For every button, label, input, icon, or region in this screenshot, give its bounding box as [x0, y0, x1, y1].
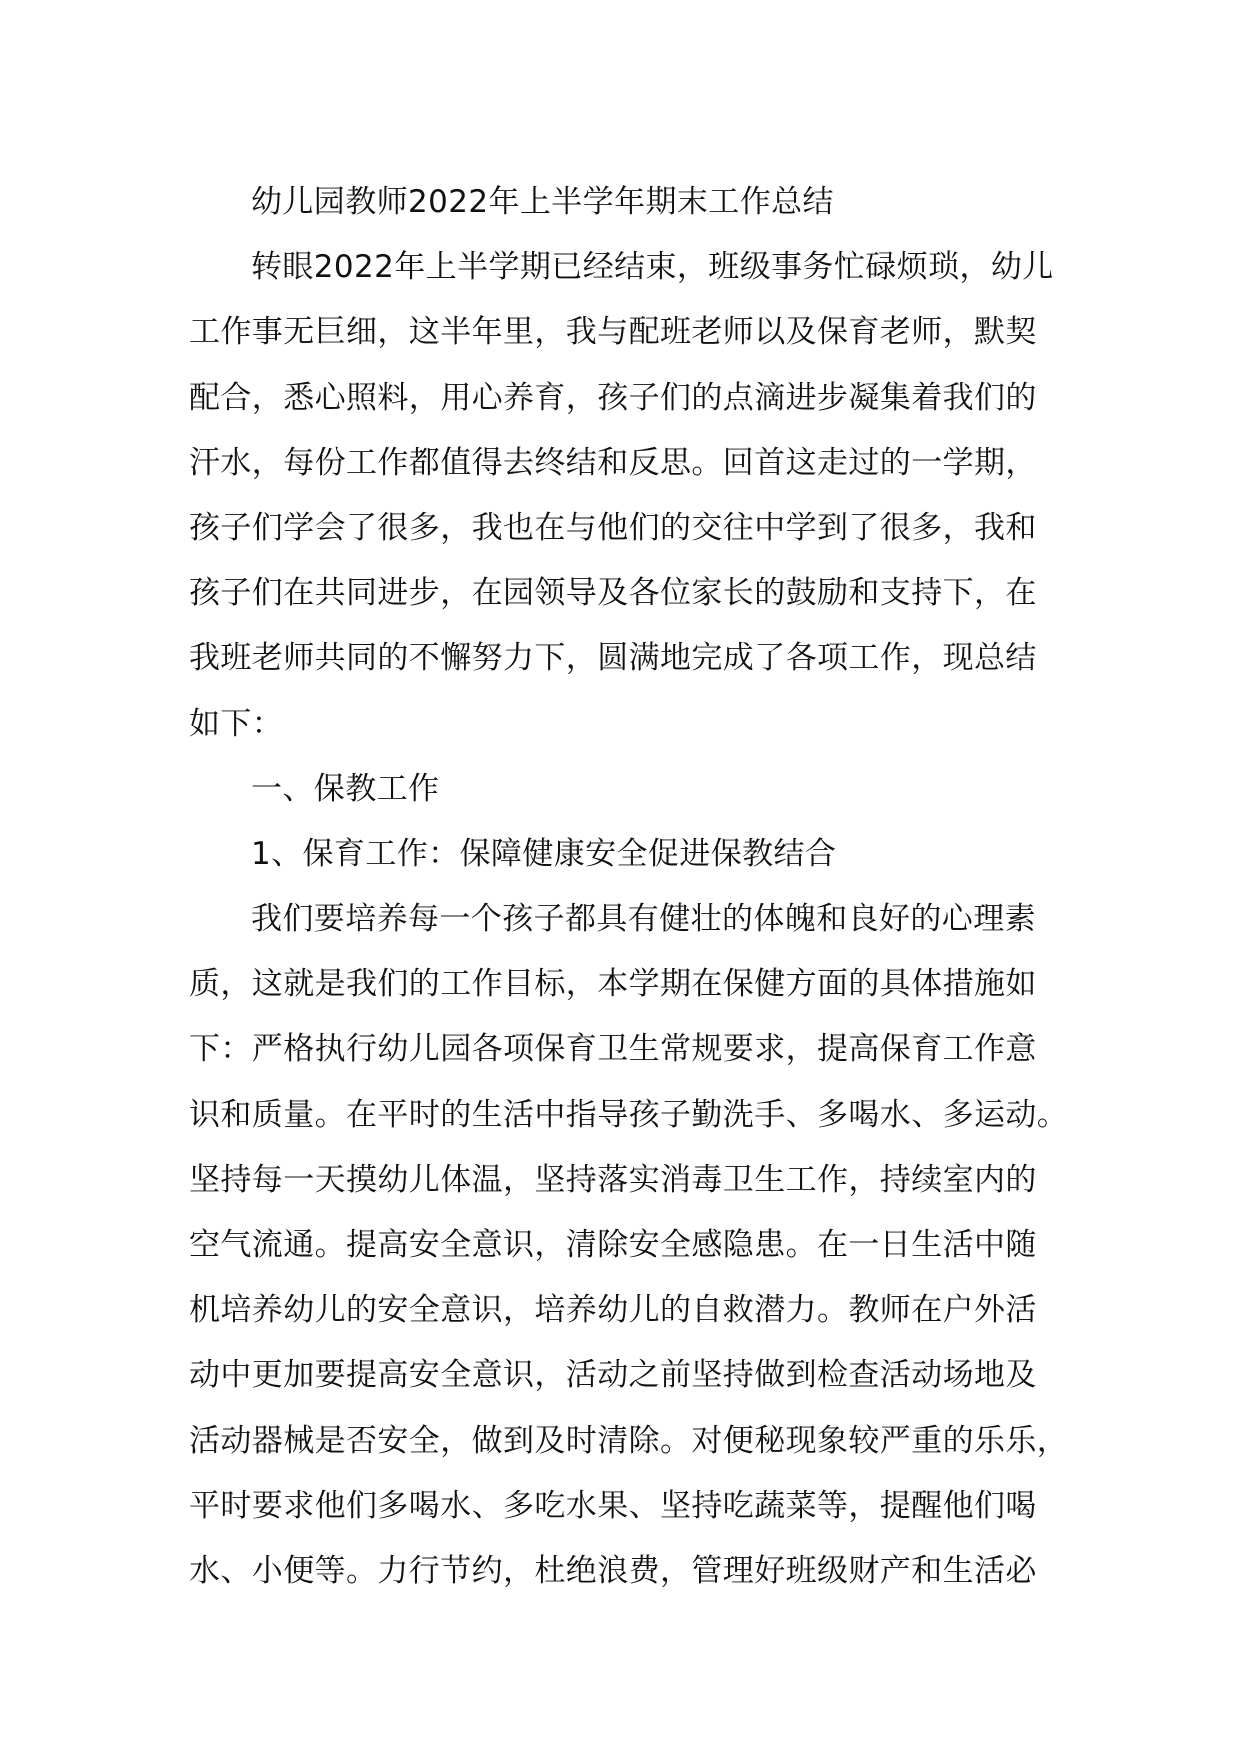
paragraph-line: 坚持每一天摸幼儿体温，坚持落实消毒卫生工作，持续室内的 — [189, 1161, 1037, 1198]
paragraph-line: 质，这就是我们的工作目标，本学期在保健方面的具体措施如 — [189, 966, 1037, 1003]
paragraph-line: 如下： — [189, 705, 284, 742]
paragraph-line: 我们要培养每一个孩子都具有健壮的体魄和良好的心理素 — [251, 901, 1036, 938]
paragraph-line: 转眼2022年上半学期已经结束，班级事务忙碌烦琐，幼儿 — [251, 249, 1054, 286]
paragraph-line: 识和质量。在平时的生活中指导孩子勤洗手、多喝水、多运动。 — [189, 1096, 1069, 1133]
section-heading: 一、保教工作 — [251, 770, 440, 807]
subsection-heading: 1、保育工作：保障健康安全促进保教结合 — [251, 835, 837, 872]
paragraph-line: 孩子们学会了很多，我也在与他们的交往中学到了很多，我和 — [189, 509, 1037, 546]
paragraph-line: 平时要求他们多喝水、多吃水果、坚持吃蔬菜等，提醒他们喝 — [189, 1487, 1037, 1524]
paragraph-line: 空气流通。提高安全意识，清除安全感隐患。在一日生活中随 — [189, 1227, 1037, 1263]
paragraph-line: 水、小便等。力行节约，杜绝浪费，管理好班级财产和生活必 — [189, 1552, 1037, 1589]
paragraph-line: 配合，悉心照料，用心养育，孩子们的点滴进步凝集着我们的 — [189, 379, 1037, 416]
document-body — [189, 170, 1069, 1604]
paragraph-line: 活动器械是否安全，做到及时清除。对便秘现象较严重的乐乐， — [189, 1422, 1069, 1459]
paragraph-line: 机培养幼儿的安全意识，培养幼儿的自救潜力。教师在户外活 — [189, 1292, 1037, 1329]
paragraph-line: 我班老师共同的不懈努力下，圆满地完成了各项工作，现总结 — [189, 640, 1037, 677]
paragraph-line: 下：严格执行幼儿园各项保育卫生常规要求，提高保育工作意 — [189, 1031, 1037, 1068]
paragraph-line: 汗水，每份工作都值得去终结和反思。回首这走过的一学期， — [189, 444, 1037, 481]
paragraph-line: 孩子们在共同进步，在园领导及各位家长的鼓励和支持下，在 — [189, 575, 1037, 612]
document-title: 幼儿园教师2022年上半学年期末工作总结 — [251, 184, 834, 220]
paragraph-line: 工作事无巨细，这半年里，我与配班老师以及保育老师，默契 — [189, 314, 1037, 351]
paragraph-line: 动中更加要提高安全意识，活动之前坚持做到检查活动场地及 — [189, 1357, 1037, 1394]
